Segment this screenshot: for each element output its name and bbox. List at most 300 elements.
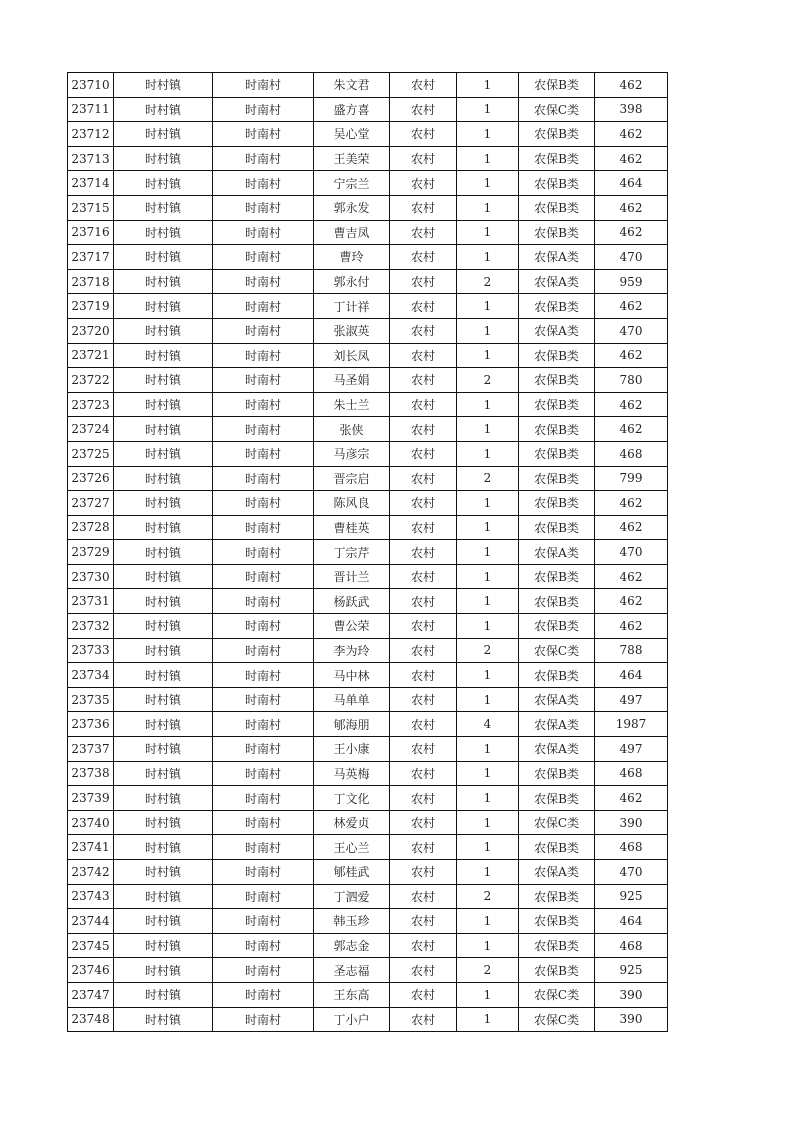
cell-id: 23715 xyxy=(68,195,114,220)
cell-amount: 799 xyxy=(595,466,668,491)
cell-id: 23714 xyxy=(68,171,114,196)
cell-id: 23720 xyxy=(68,318,114,343)
cell-category: 农保A类 xyxy=(519,712,595,737)
cell-name: 郭永付 xyxy=(314,269,390,294)
cell-count: 1 xyxy=(457,97,519,122)
cell-name: 盛方喜 xyxy=(314,97,390,122)
cell-village: 时南村 xyxy=(213,195,314,220)
table-row xyxy=(68,860,668,885)
cell-town: 时村镇 xyxy=(114,466,213,491)
cell-village: 时南村 xyxy=(213,122,314,147)
cell-name: 王东高 xyxy=(314,982,390,1007)
cell-amount: 462 xyxy=(595,73,668,98)
cell-type: 农村 xyxy=(390,589,457,614)
table-row xyxy=(68,737,668,762)
cell-amount: 462 xyxy=(595,614,668,639)
table-row xyxy=(68,638,668,663)
cell-type: 农村 xyxy=(390,195,457,220)
cell-type: 农村 xyxy=(390,540,457,565)
cell-category: 农保B类 xyxy=(519,220,595,245)
cell-id: 23746 xyxy=(68,958,114,983)
cell-amount: 390 xyxy=(595,982,668,1007)
cell-village: 时南村 xyxy=(213,171,314,196)
cell-category: 农保C类 xyxy=(519,1007,595,1032)
cell-category: 农保B类 xyxy=(519,146,595,171)
table-row xyxy=(68,761,668,786)
cell-amount: 462 xyxy=(595,417,668,442)
cell-type: 农村 xyxy=(390,491,457,516)
cell-village: 时南村 xyxy=(213,564,314,589)
table-row xyxy=(68,368,668,393)
cell-category: 农保B类 xyxy=(519,294,595,319)
cell-village: 时南村 xyxy=(213,245,314,270)
cell-village: 时南村 xyxy=(213,392,314,417)
cell-type: 农村 xyxy=(390,146,457,171)
cell-town: 时村镇 xyxy=(114,810,213,835)
cell-name: 王心兰 xyxy=(314,835,390,860)
cell-type: 农村 xyxy=(390,441,457,466)
cell-category: 农保A类 xyxy=(519,860,595,885)
cell-village: 时南村 xyxy=(213,441,314,466)
cell-name: 韩玉珍 xyxy=(314,909,390,934)
cell-town: 时村镇 xyxy=(114,860,213,885)
cell-amount: 462 xyxy=(595,515,668,540)
cell-count: 1 xyxy=(457,73,519,98)
cell-category: 农保B类 xyxy=(519,614,595,639)
cell-count: 1 xyxy=(457,146,519,171)
cell-category: 农保A类 xyxy=(519,245,595,270)
cell-village: 时南村 xyxy=(213,368,314,393)
cell-type: 农村 xyxy=(390,958,457,983)
cell-town: 时村镇 xyxy=(114,1007,213,1032)
cell-type: 农村 xyxy=(390,761,457,786)
cell-name: 马中林 xyxy=(314,663,390,688)
cell-id: 23729 xyxy=(68,540,114,565)
cell-name: 丁计祥 xyxy=(314,294,390,319)
cell-village: 时南村 xyxy=(213,343,314,368)
cell-village: 时南村 xyxy=(213,318,314,343)
cell-type: 农村 xyxy=(390,909,457,934)
cell-town: 时村镇 xyxy=(114,392,213,417)
cell-name: 曹吉凤 xyxy=(314,220,390,245)
cell-category: 农保B类 xyxy=(519,122,595,147)
subsidy-table xyxy=(67,72,668,1032)
cell-town: 时村镇 xyxy=(114,343,213,368)
cell-type: 农村 xyxy=(390,737,457,762)
cell-type: 农村 xyxy=(390,171,457,196)
cell-town: 时村镇 xyxy=(114,73,213,98)
cell-count: 1 xyxy=(457,318,519,343)
cell-count: 1 xyxy=(457,761,519,786)
cell-category: 农保B类 xyxy=(519,73,595,98)
cell-type: 农村 xyxy=(390,294,457,319)
cell-amount: 462 xyxy=(595,564,668,589)
cell-id: 23723 xyxy=(68,392,114,417)
table-row xyxy=(68,564,668,589)
cell-count: 4 xyxy=(457,712,519,737)
cell-village: 时南村 xyxy=(213,761,314,786)
cell-village: 时南村 xyxy=(213,663,314,688)
table-row xyxy=(68,515,668,540)
cell-id: 23740 xyxy=(68,810,114,835)
cell-id: 23739 xyxy=(68,786,114,811)
cell-id: 23743 xyxy=(68,884,114,909)
cell-category: 农保B类 xyxy=(519,884,595,909)
cell-type: 农村 xyxy=(390,687,457,712)
cell-count: 1 xyxy=(457,491,519,516)
cell-type: 农村 xyxy=(390,417,457,442)
cell-type: 农村 xyxy=(390,564,457,589)
cell-village: 时南村 xyxy=(213,958,314,983)
cell-amount: 462 xyxy=(595,491,668,516)
cell-name: 张侠 xyxy=(314,417,390,442)
cell-count: 1 xyxy=(457,220,519,245)
cell-id: 23733 xyxy=(68,638,114,663)
cell-amount: 780 xyxy=(595,368,668,393)
cell-id: 23734 xyxy=(68,663,114,688)
cell-id: 23725 xyxy=(68,441,114,466)
cell-type: 农村 xyxy=(390,933,457,958)
cell-category: 农保A类 xyxy=(519,687,595,712)
cell-amount: 788 xyxy=(595,638,668,663)
cell-id: 23711 xyxy=(68,97,114,122)
cell-category: 农保A类 xyxy=(519,318,595,343)
cell-count: 1 xyxy=(457,195,519,220)
cell-category: 农保B类 xyxy=(519,343,595,368)
cell-name: 郭志金 xyxy=(314,933,390,958)
cell-town: 时村镇 xyxy=(114,909,213,934)
cell-name: 张淑英 xyxy=(314,318,390,343)
cell-type: 农村 xyxy=(390,73,457,98)
cell-category: 农保A类 xyxy=(519,540,595,565)
cell-type: 农村 xyxy=(390,245,457,270)
cell-town: 时村镇 xyxy=(114,171,213,196)
table-row xyxy=(68,712,668,737)
table-row xyxy=(68,810,668,835)
cell-village: 时南村 xyxy=(213,515,314,540)
cell-amount: 497 xyxy=(595,687,668,712)
cell-count: 1 xyxy=(457,860,519,885)
cell-name: 马彦宗 xyxy=(314,441,390,466)
cell-id: 23741 xyxy=(68,835,114,860)
cell-town: 时村镇 xyxy=(114,564,213,589)
cell-count: 1 xyxy=(457,589,519,614)
table-row xyxy=(68,466,668,491)
cell-id: 23713 xyxy=(68,146,114,171)
table-row xyxy=(68,294,668,319)
table-row xyxy=(68,614,668,639)
table-row xyxy=(68,269,668,294)
cell-town: 时村镇 xyxy=(114,540,213,565)
cell-id: 23721 xyxy=(68,343,114,368)
cell-type: 农村 xyxy=(390,515,457,540)
cell-count: 1 xyxy=(457,122,519,147)
cell-town: 时村镇 xyxy=(114,97,213,122)
cell-amount: 390 xyxy=(595,810,668,835)
cell-name: 丁泗爱 xyxy=(314,884,390,909)
cell-category: 农保A类 xyxy=(519,737,595,762)
cell-name: 陈风良 xyxy=(314,491,390,516)
cell-town: 时村镇 xyxy=(114,884,213,909)
cell-id: 23735 xyxy=(68,687,114,712)
cell-name: 晋计兰 xyxy=(314,564,390,589)
table-row xyxy=(68,589,668,614)
cell-village: 时南村 xyxy=(213,73,314,98)
cell-amount: 468 xyxy=(595,441,668,466)
cell-id: 23744 xyxy=(68,909,114,934)
cell-town: 时村镇 xyxy=(114,220,213,245)
cell-type: 农村 xyxy=(390,318,457,343)
cell-amount: 468 xyxy=(595,761,668,786)
cell-amount: 462 xyxy=(595,589,668,614)
cell-amount: 398 xyxy=(595,97,668,122)
cell-town: 时村镇 xyxy=(114,737,213,762)
cell-town: 时村镇 xyxy=(114,982,213,1007)
cell-name: 王美荣 xyxy=(314,146,390,171)
cell-town: 时村镇 xyxy=(114,122,213,147)
cell-name: 朱文君 xyxy=(314,73,390,98)
cell-type: 农村 xyxy=(390,269,457,294)
cell-village: 时南村 xyxy=(213,417,314,442)
cell-town: 时村镇 xyxy=(114,589,213,614)
cell-name: 丁宗芹 xyxy=(314,540,390,565)
cell-name: 丁文化 xyxy=(314,786,390,811)
cell-village: 时南村 xyxy=(213,835,314,860)
cell-category: 农保B类 xyxy=(519,835,595,860)
cell-id: 23742 xyxy=(68,860,114,885)
cell-category: 农保A类 xyxy=(519,269,595,294)
cell-amount: 468 xyxy=(595,835,668,860)
cell-type: 农村 xyxy=(390,712,457,737)
cell-id: 23716 xyxy=(68,220,114,245)
cell-count: 1 xyxy=(457,1007,519,1032)
cell-category: 农保B类 xyxy=(519,589,595,614)
table-row xyxy=(68,392,668,417)
cell-type: 农村 xyxy=(390,343,457,368)
table-row xyxy=(68,786,668,811)
cell-town: 时村镇 xyxy=(114,146,213,171)
cell-id: 23738 xyxy=(68,761,114,786)
cell-type: 农村 xyxy=(390,1007,457,1032)
cell-amount: 462 xyxy=(595,195,668,220)
cell-amount: 464 xyxy=(595,909,668,934)
cell-village: 时南村 xyxy=(213,737,314,762)
cell-type: 农村 xyxy=(390,220,457,245)
table-row xyxy=(68,540,668,565)
cell-town: 时村镇 xyxy=(114,491,213,516)
cell-count: 1 xyxy=(457,171,519,196)
cell-name: 林爱贞 xyxy=(314,810,390,835)
cell-village: 时南村 xyxy=(213,712,314,737)
table-row xyxy=(68,343,668,368)
cell-id: 23727 xyxy=(68,491,114,516)
cell-amount: 464 xyxy=(595,663,668,688)
cell-name: 马英梅 xyxy=(314,761,390,786)
cell-town: 时村镇 xyxy=(114,245,213,270)
cell-village: 时南村 xyxy=(213,1007,314,1032)
table-row xyxy=(68,146,668,171)
cell-id: 23719 xyxy=(68,294,114,319)
cell-village: 时南村 xyxy=(213,97,314,122)
cell-id: 23712 xyxy=(68,122,114,147)
cell-town: 时村镇 xyxy=(114,441,213,466)
cell-category: 农保C类 xyxy=(519,638,595,663)
cell-id: 23728 xyxy=(68,515,114,540)
cell-type: 农村 xyxy=(390,786,457,811)
cell-town: 时村镇 xyxy=(114,663,213,688)
cell-count: 1 xyxy=(457,441,519,466)
table-row xyxy=(68,171,668,196)
table-row xyxy=(68,97,668,122)
cell-category: 农保B类 xyxy=(519,663,595,688)
cell-name: 李为玲 xyxy=(314,638,390,663)
cell-type: 农村 xyxy=(390,884,457,909)
cell-village: 时南村 xyxy=(213,294,314,319)
cell-id: 23731 xyxy=(68,589,114,614)
cell-town: 时村镇 xyxy=(114,294,213,319)
cell-village: 时南村 xyxy=(213,638,314,663)
cell-name: 马圣娟 xyxy=(314,368,390,393)
cell-name: 宁宗兰 xyxy=(314,171,390,196)
table-body xyxy=(68,73,668,1032)
cell-category: 农保B类 xyxy=(519,909,595,934)
cell-town: 时村镇 xyxy=(114,614,213,639)
cell-category: 农保B类 xyxy=(519,441,595,466)
cell-id: 23726 xyxy=(68,466,114,491)
cell-type: 农村 xyxy=(390,860,457,885)
cell-amount: 497 xyxy=(595,737,668,762)
table-row xyxy=(68,884,668,909)
cell-category: 农保C类 xyxy=(519,810,595,835)
table-row xyxy=(68,933,668,958)
cell-id: 23718 xyxy=(68,269,114,294)
cell-category: 农保B类 xyxy=(519,417,595,442)
cell-id: 23748 xyxy=(68,1007,114,1032)
cell-village: 时南村 xyxy=(213,589,314,614)
cell-category: 农保B类 xyxy=(519,786,595,811)
cell-town: 时村镇 xyxy=(114,638,213,663)
cell-count: 1 xyxy=(457,810,519,835)
cell-count: 1 xyxy=(457,687,519,712)
cell-village: 时南村 xyxy=(213,491,314,516)
cell-count: 1 xyxy=(457,933,519,958)
cell-name: 吴心堂 xyxy=(314,122,390,147)
cell-amount: 925 xyxy=(595,958,668,983)
cell-id: 23722 xyxy=(68,368,114,393)
cell-count: 1 xyxy=(457,786,519,811)
cell-category: 农保B类 xyxy=(519,491,595,516)
cell-category: 农保B类 xyxy=(519,515,595,540)
cell-category: 农保B类 xyxy=(519,933,595,958)
cell-name: 圣志福 xyxy=(314,958,390,983)
cell-count: 1 xyxy=(457,392,519,417)
cell-amount: 925 xyxy=(595,884,668,909)
cell-name: 曹玲 xyxy=(314,245,390,270)
cell-category: 农保B类 xyxy=(519,761,595,786)
table-row xyxy=(68,441,668,466)
table-row xyxy=(68,835,668,860)
cell-id: 23737 xyxy=(68,737,114,762)
cell-village: 时南村 xyxy=(213,687,314,712)
cell-id: 23730 xyxy=(68,564,114,589)
cell-count: 2 xyxy=(457,884,519,909)
cell-count: 1 xyxy=(457,663,519,688)
cell-amount: 390 xyxy=(595,1007,668,1032)
table-row xyxy=(68,982,668,1007)
cell-category: 农保B类 xyxy=(519,392,595,417)
cell-name: 丁小户 xyxy=(314,1007,390,1032)
cell-count: 1 xyxy=(457,245,519,270)
cell-town: 时村镇 xyxy=(114,761,213,786)
table-row xyxy=(68,220,668,245)
cell-amount: 462 xyxy=(595,343,668,368)
cell-name: 郇海朋 xyxy=(314,712,390,737)
table-row xyxy=(68,491,668,516)
cell-amount: 462 xyxy=(595,786,668,811)
cell-town: 时村镇 xyxy=(114,712,213,737)
cell-amount: 462 xyxy=(595,146,668,171)
cell-id: 23747 xyxy=(68,982,114,1007)
cell-village: 时南村 xyxy=(213,909,314,934)
cell-type: 农村 xyxy=(390,466,457,491)
cell-name: 朱士兰 xyxy=(314,392,390,417)
cell-count: 1 xyxy=(457,835,519,860)
cell-town: 时村镇 xyxy=(114,933,213,958)
cell-name: 晋宗启 xyxy=(314,466,390,491)
cell-village: 时南村 xyxy=(213,933,314,958)
cell-amount: 959 xyxy=(595,269,668,294)
table-row xyxy=(68,195,668,220)
cell-type: 农村 xyxy=(390,835,457,860)
cell-amount: 462 xyxy=(595,392,668,417)
cell-village: 时南村 xyxy=(213,614,314,639)
cell-type: 农村 xyxy=(390,810,457,835)
cell-count: 1 xyxy=(457,343,519,368)
cell-town: 时村镇 xyxy=(114,318,213,343)
cell-town: 时村镇 xyxy=(114,195,213,220)
cell-amount: 1987 xyxy=(595,712,668,737)
cell-town: 时村镇 xyxy=(114,687,213,712)
table-row xyxy=(68,122,668,147)
cell-count: 1 xyxy=(457,515,519,540)
cell-id: 23732 xyxy=(68,614,114,639)
table-row xyxy=(68,417,668,442)
cell-amount: 462 xyxy=(595,122,668,147)
cell-count: 2 xyxy=(457,638,519,663)
cell-village: 时南村 xyxy=(213,982,314,1007)
cell-name: 郇桂武 xyxy=(314,860,390,885)
cell-town: 时村镇 xyxy=(114,786,213,811)
cell-amount: 470 xyxy=(595,860,668,885)
table-row xyxy=(68,663,668,688)
cell-town: 时村镇 xyxy=(114,269,213,294)
cell-amount: 462 xyxy=(595,220,668,245)
table-row xyxy=(68,245,668,270)
cell-category: 农保C类 xyxy=(519,97,595,122)
table-row xyxy=(68,687,668,712)
cell-name: 刘长凤 xyxy=(314,343,390,368)
cell-name: 曹公荣 xyxy=(314,614,390,639)
cell-name: 杨跃武 xyxy=(314,589,390,614)
cell-name: 马单单 xyxy=(314,687,390,712)
cell-village: 时南村 xyxy=(213,466,314,491)
cell-category: 农保B类 xyxy=(519,171,595,196)
cell-amount: 464 xyxy=(595,171,668,196)
cell-type: 农村 xyxy=(390,97,457,122)
cell-type: 农村 xyxy=(390,638,457,663)
cell-type: 农村 xyxy=(390,614,457,639)
cell-count: 1 xyxy=(457,982,519,1007)
